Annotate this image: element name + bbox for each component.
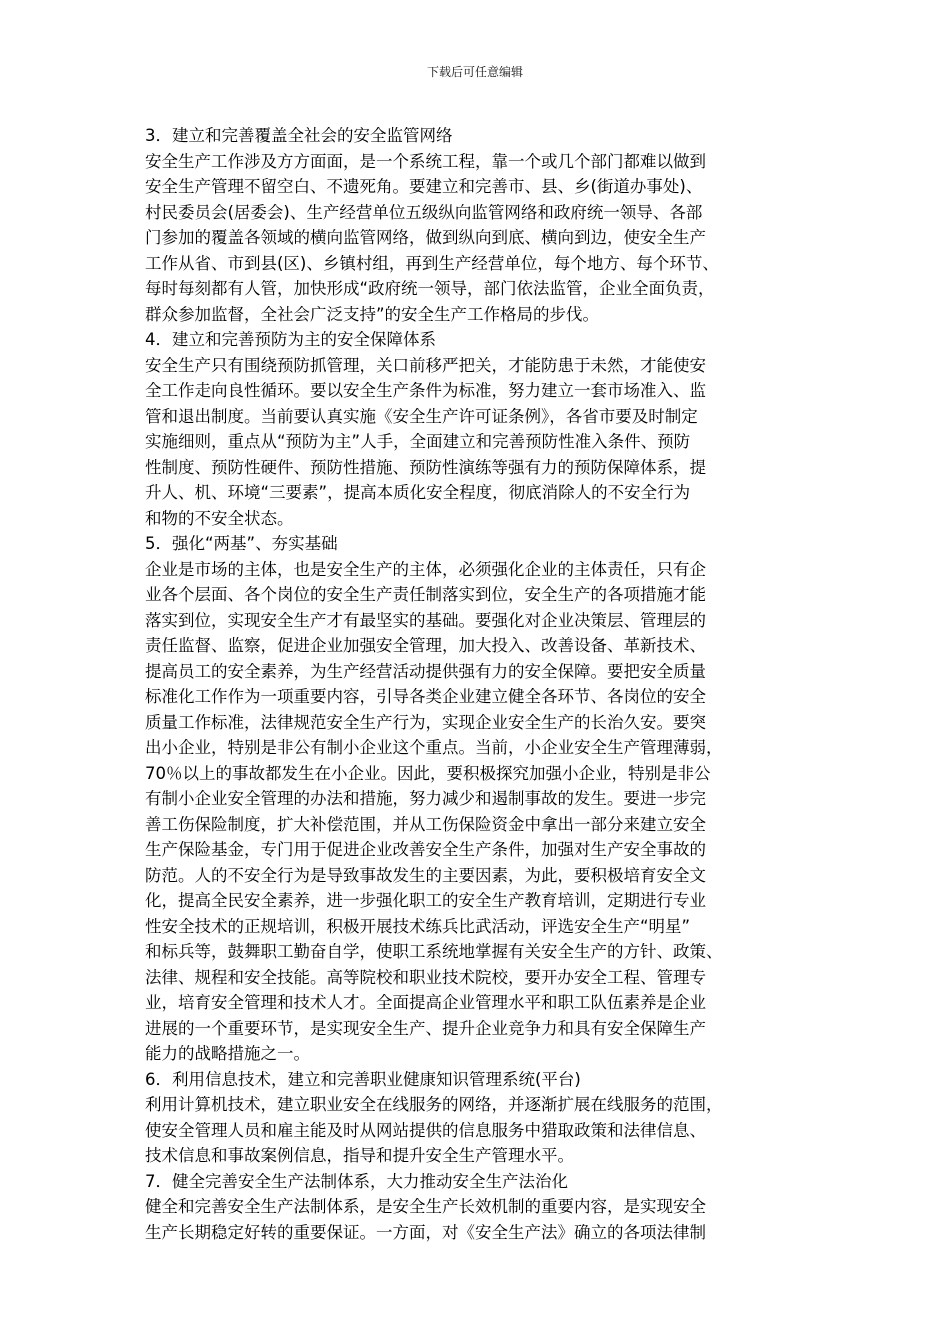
section-heading: 6．利用信息技术，建立和完善职业健康知识管理系统(平台) bbox=[145, 1069, 581, 1089]
body-text-line: 实施细则，重点从“预防为主”人手，全面建立和完善预防性准入条件、预防 bbox=[145, 432, 691, 451]
body-text-line: 门参加的覆盖各领域的横向监管网络，做到纵向到底、横向到边，使安全生产 bbox=[145, 228, 706, 247]
body-text-line: 性安全技术的正规培训，积极开展技术练兵比武活动，评选安全生产“明星” bbox=[145, 916, 691, 936]
body-text-line: 能力的战略措施之一。 bbox=[145, 1044, 310, 1063]
body-text-line: 性制度、预防性硬件、预防性措施、预防性演练等强有力的预防保障体系，提 bbox=[145, 457, 706, 477]
body-text-line: 利用计算机技术，建立职业安全在线服务的网络，并逐渐扩展在线服务的范围， bbox=[145, 1095, 723, 1114]
body-text-line: 业，培育安全管理和技术人才。全面提高企业管理水平和职工队伍素养是企业 bbox=[145, 993, 706, 1012]
body-text-line: 善工伤保险制度，扩大补偿范围，并从工伤保险资金中拿出一部分来建立安全 bbox=[145, 814, 706, 834]
body-text-line: 有制小企业安全管理的办法和措施，努力减少和遏制事故的发生。要进一步完 bbox=[145, 789, 706, 808]
body-text-line: 防范。人的不安全行为是导致事故发生的主要因素，为此，要积极培育安全文 bbox=[145, 865, 706, 885]
body-text-line: 进展的一个重要环节，是实现安全生产、提升企业竞争力和具有安全保障生产 bbox=[145, 1018, 706, 1038]
body-text-line: 安全生产工作涉及方方面面，是一个系统工程，靠一个或几个部门都难以做到 bbox=[145, 151, 706, 171]
body-text-line: 每时每刻都有人管，加快形成“政府统一领导，部门依法监管，企业全面负责， bbox=[145, 279, 715, 298]
body-text-line: 和标兵等，鼓舞职工勤奋自学，使职工系统地掌握有关安全生产的方针、政策、 bbox=[145, 942, 723, 961]
body-text-line: 全工作走向良性循环。要以安全生产条件为标准，努力建立一套市场准入、监 bbox=[145, 381, 706, 400]
body-text-line: 质量工作标准，法律规范安全生产行为，实现企业安全生产的长治久安。要突 bbox=[145, 712, 706, 732]
body-text-line: 标准化工作作为一项重要内容，引导各类企业建立健全各环节、各岗位的安全 bbox=[145, 687, 706, 706]
document-body bbox=[145, 123, 805, 1245]
body-text-line: 生产保险基金，专门用于促进企业改善安全生产条件，加强对生产安全事故的 bbox=[145, 840, 706, 859]
body-text-line: 技术信息和事故案例信息，指导和提升安全生产管理水平。 bbox=[145, 1146, 574, 1165]
page-header: 下载后可任意编辑 bbox=[426, 65, 523, 79]
body-text-line: 使安全管理人员和雇主能及时从网站提供的信息服务中猎取政策和法律信息、 bbox=[145, 1120, 706, 1140]
body-text-line: 群众参加监督，全社会广泛支持”的安全生产工作格局的步伐。 bbox=[145, 304, 600, 324]
body-text-line: 企业是市场的主体，也是安全生产的主体，必须强化企业的主体责任，只有企 bbox=[145, 559, 706, 579]
body-text-line: 工作从省、市到县(区)、乡镇村组，再到生产经营单位，每个地方、每个环节、 bbox=[145, 253, 719, 273]
body-text-line: 健全和完善安全生产法制体系，是安全生产长效机制的重要内容，是实现安全 bbox=[145, 1197, 706, 1216]
body-text-line: 安全生产管理不留空白、不遗死角。要建立和完善市、县、乡(街道办事处)、 bbox=[145, 177, 703, 196]
body-text-line: 村民委员会(居委会)、生产经营单位五级纵向监管网络和政府统一领导、各部 bbox=[145, 202, 703, 222]
body-text-line: 生产长期稳定好转的重要保证。一方面，对《安全生产法》确立的各项法律制 bbox=[145, 1222, 706, 1242]
body-text-line: 落实到位，实现安全生产才有最坚实的基础。要强化对企业决策层、管理层的 bbox=[145, 610, 706, 630]
body-text-line: 提高员工的安全素养，为生产经营活动提供强有力的安全保障。要把安全质量 bbox=[145, 661, 706, 681]
body-text-line: 出小企业，特别是非公有制小企业这个重点。当前，小企业安全生产管理薄弱， bbox=[145, 738, 723, 757]
body-text-line: 化，提高全民安全素养，进一步强化职工的安全生产教育培训，定期进行专业 bbox=[145, 891, 706, 910]
section-heading: 4．建立和完善预防为主的安全保障体系 bbox=[145, 330, 436, 349]
body-text-line: 70％以上的事故都发生在小企业。因此，要积极探究加强小企业，特别是非公 bbox=[145, 763, 711, 783]
section-heading: 7．健全完善安全生产法制体系，大力推动安全生产法治化 bbox=[145, 1171, 568, 1191]
body-text-line: 管和退出制度。当前要认真实施《安全生产许可证条例》，各省市要及时制定 bbox=[145, 406, 698, 426]
section-heading: 5．强化“两基”、夯实基础 bbox=[145, 534, 338, 553]
body-text-line: 升人、机、环境“三要素”，提高本质化安全程度，彻底消除人的不安全行为 bbox=[145, 483, 691, 502]
section-heading: 3．建立和完善覆盖全社会的安全监管网络 bbox=[145, 126, 453, 145]
body-text-line: 业各个层面、各个岗位的安全生产责任制落实到位，安全生产的各项措施才能 bbox=[145, 585, 706, 604]
body-text-line: 安全生产只有围绕预防抓管理，关口前移严把关，才能防患于未然，才能使安 bbox=[145, 355, 706, 375]
body-text-line: 和物的不安全状态。 bbox=[145, 508, 294, 528]
body-text-line: 责任监督、监察，促进企业加强安全管理，加大投入、改善设备、革新技术、 bbox=[145, 636, 706, 655]
body-text-line: 法律、规程和安全技能。高等院校和职业技术院校，要开办安全工程、管理专 bbox=[145, 967, 706, 987]
